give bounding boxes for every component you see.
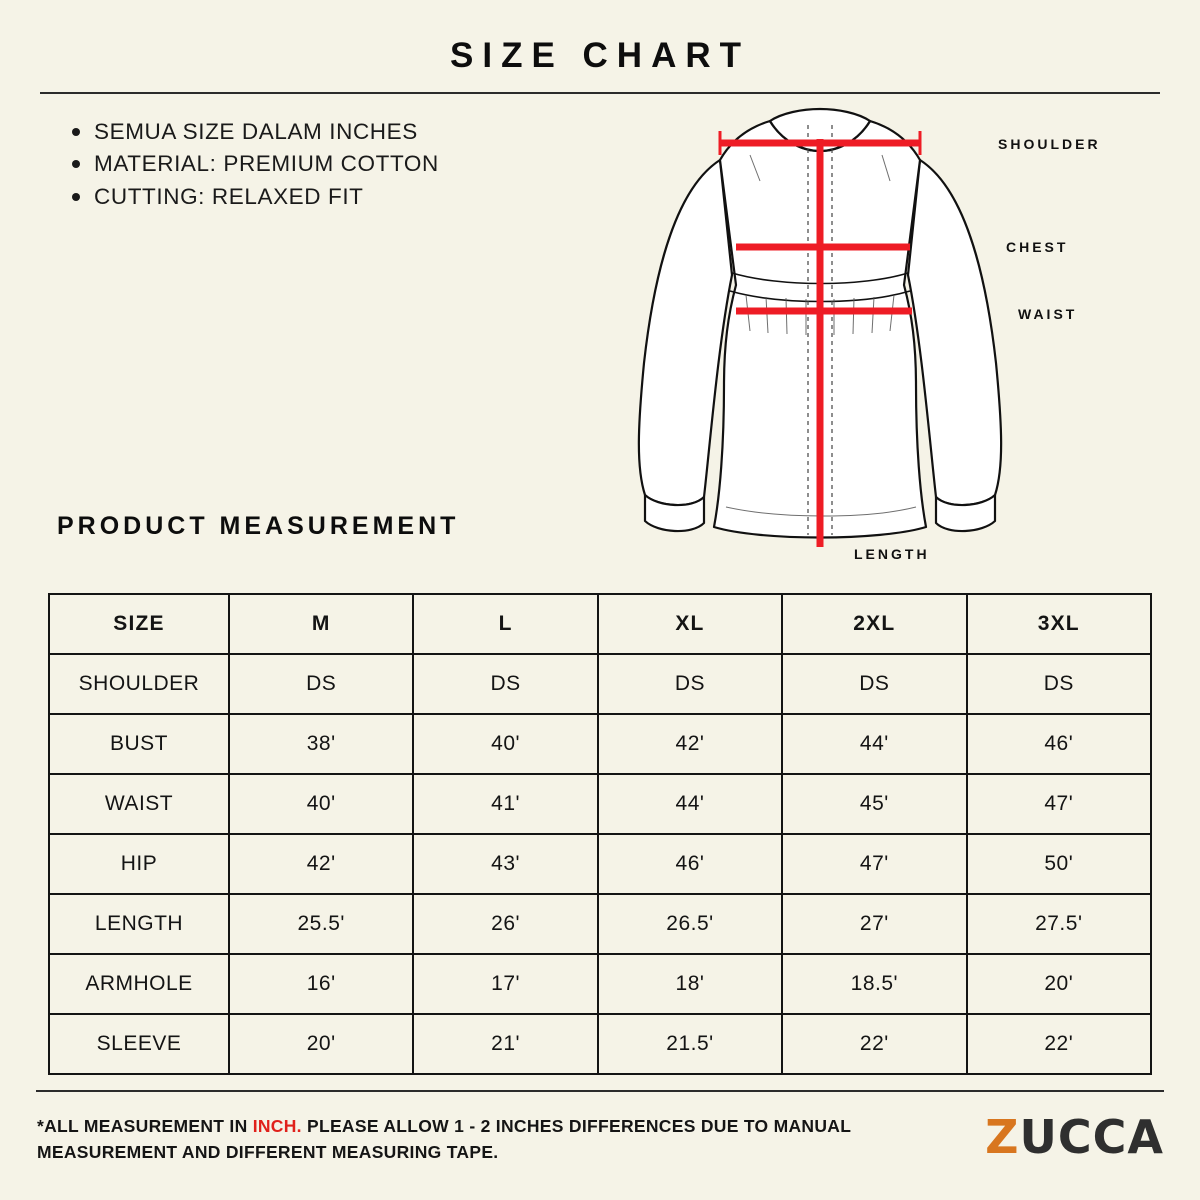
label-shoulder: SHOULDER xyxy=(998,136,1101,152)
table-cell: 20' xyxy=(229,1014,413,1074)
table-cell: 21.5' xyxy=(598,1014,782,1074)
page-title: SIZE CHART xyxy=(450,36,750,75)
table-row xyxy=(49,714,1151,774)
table-cell: DS xyxy=(967,654,1151,714)
table-header-cell: SIZE xyxy=(49,594,229,654)
table-cell: 26.5' xyxy=(598,894,782,954)
garment-illustration xyxy=(600,95,1160,585)
table-row xyxy=(49,774,1151,834)
row-label: WAIST xyxy=(49,774,229,834)
table-cell: DS xyxy=(413,654,597,714)
table-cell: 50' xyxy=(967,834,1151,894)
table-cell: 26' xyxy=(413,894,597,954)
table-header-cell: M xyxy=(229,594,413,654)
table-row xyxy=(49,834,1151,894)
table-row xyxy=(49,894,1151,954)
list-item: MATERIAL: PREMIUM COTTON xyxy=(66,148,1164,180)
table-cell: 22' xyxy=(782,1014,966,1074)
table-cell: 42' xyxy=(229,834,413,894)
table-cell: 44' xyxy=(782,714,966,774)
title-divider xyxy=(40,92,1160,94)
table-cell: 25.5' xyxy=(229,894,413,954)
table-cell: 20' xyxy=(967,954,1151,1014)
table-cell: 40' xyxy=(413,714,597,774)
list-item: CUTTING: RELAXED FIT xyxy=(66,181,1164,213)
table-cell: 41' xyxy=(413,774,597,834)
table-cell: 27.5' xyxy=(967,894,1151,954)
row-label: BUST xyxy=(49,714,229,774)
table-header-cell: 3XL xyxy=(967,594,1151,654)
row-label: HIP xyxy=(49,834,229,894)
table-cell: 43' xyxy=(413,834,597,894)
row-label: ARMHOLE xyxy=(49,954,229,1014)
list-item: SEMUA SIZE DALAM INCHES xyxy=(66,116,1164,148)
table-cell: 18.5' xyxy=(782,954,966,1014)
brand-initial: Z xyxy=(985,1110,1020,1164)
table-cell: 38' xyxy=(229,714,413,774)
table-header-row xyxy=(49,594,1151,654)
table-cell: 21' xyxy=(413,1014,597,1074)
product-measurement-heading: PRODUCT MEASUREMENT xyxy=(57,512,460,540)
table-cell: 47' xyxy=(967,774,1151,834)
footnote-highlight: INCH. xyxy=(252,1116,302,1136)
table-cell: 18' xyxy=(598,954,782,1014)
table-cell: DS xyxy=(598,654,782,714)
table-cell: 40' xyxy=(229,774,413,834)
table-row xyxy=(49,1014,1151,1074)
table-cell: 46' xyxy=(598,834,782,894)
table-header-cell: XL xyxy=(598,594,782,654)
footnote-part-1: *ALL MEASUREMENT IN xyxy=(37,1116,253,1136)
table-cell: 42' xyxy=(598,714,782,774)
table-cell: 44' xyxy=(598,774,782,834)
footnote xyxy=(37,1113,857,1166)
label-waist: WAIST xyxy=(1018,306,1078,322)
size-table-container xyxy=(48,593,1152,1075)
size-table xyxy=(48,593,1152,1075)
footer-divider xyxy=(36,1090,1164,1092)
row-label: SHOULDER xyxy=(49,654,229,714)
table-row xyxy=(49,954,1151,1014)
brand-rest: UCCA xyxy=(1019,1110,1164,1164)
table-header-cell: 2XL xyxy=(782,594,966,654)
blouse-technical-drawing xyxy=(600,95,1160,585)
table-cell: 47' xyxy=(782,834,966,894)
label-length: LENGTH xyxy=(854,546,930,562)
table-row xyxy=(49,654,1151,714)
table-cell: 27' xyxy=(782,894,966,954)
table-cell: DS xyxy=(782,654,966,714)
table-cell: 45' xyxy=(782,774,966,834)
table-cell: 16' xyxy=(229,954,413,1014)
table-cell: 17' xyxy=(413,954,597,1014)
row-label: SLEEVE xyxy=(49,1014,229,1074)
row-label: LENGTH xyxy=(49,894,229,954)
table-header-cell: L xyxy=(413,594,597,654)
footnote-part-2: PLEASE ALLOW 1 - 2 INCHES DIFFERENCES DUE TO MANUAL MEASUREMENT AND DIFFERENT MEASURING TAPE. xyxy=(37,1116,851,1163)
table-cell: DS xyxy=(229,654,413,714)
table-cell: 46' xyxy=(967,714,1151,774)
table-cell: 22' xyxy=(967,1014,1151,1074)
label-chest: CHEST xyxy=(1006,239,1069,255)
brand-logo xyxy=(985,1110,1164,1164)
